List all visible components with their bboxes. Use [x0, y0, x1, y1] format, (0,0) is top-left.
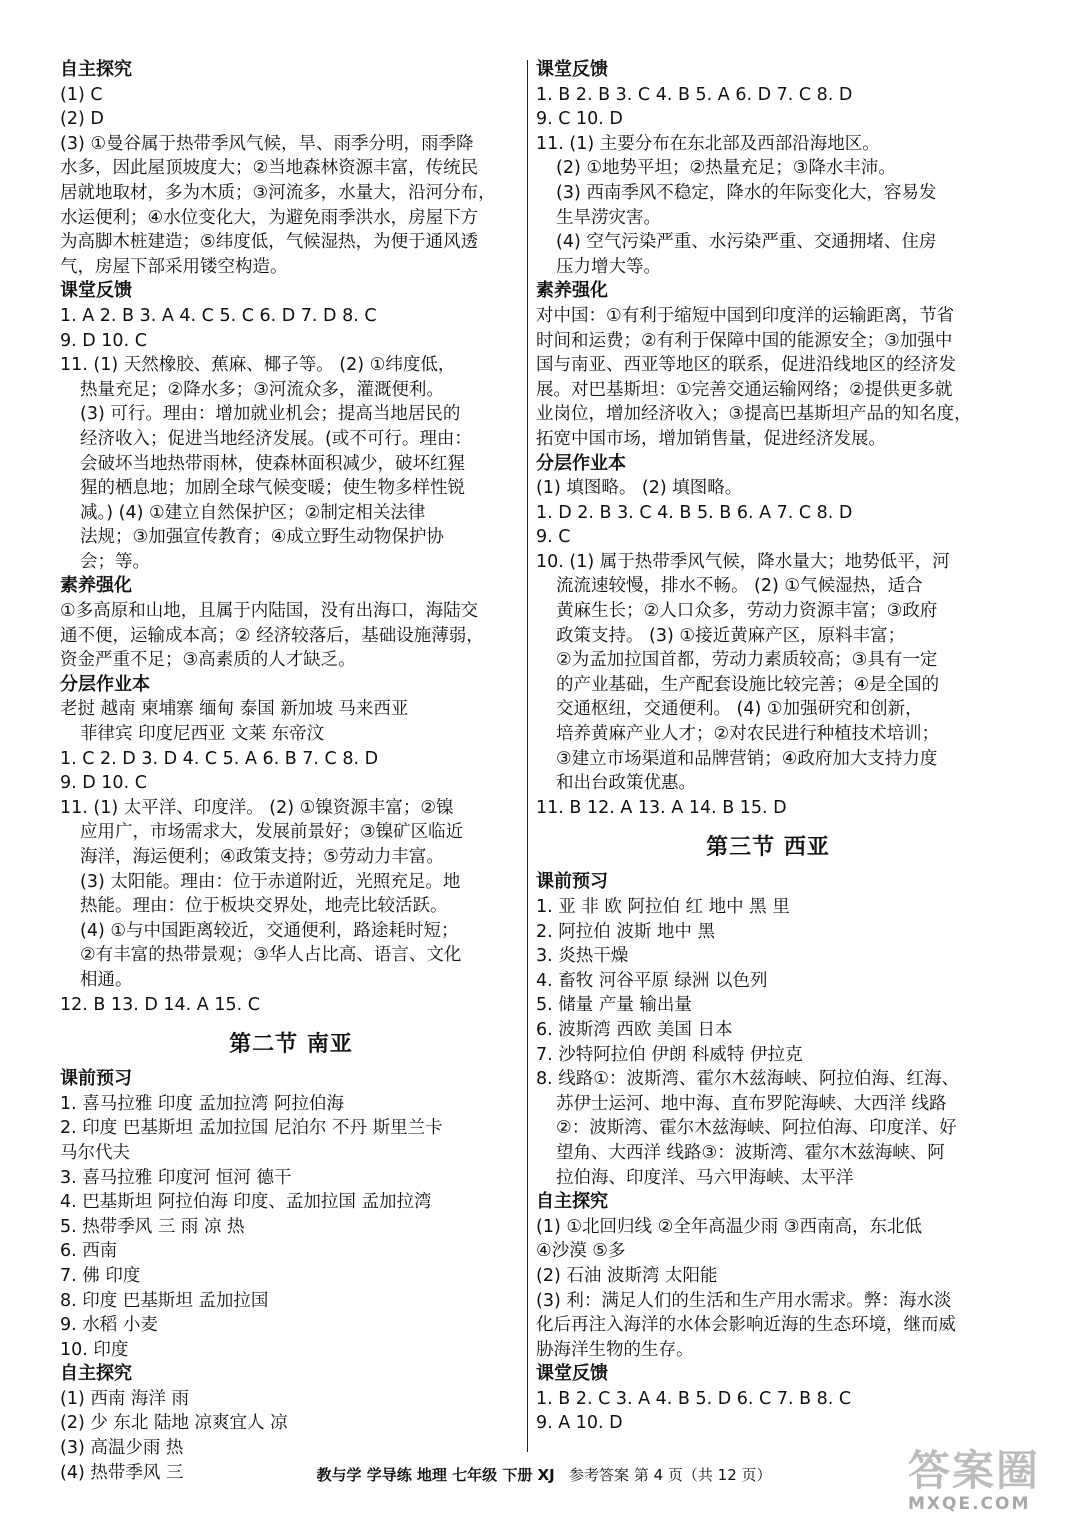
answer-line: 2. 阿拉伯 波斯 地中 黑 — [536, 921, 715, 942]
answer-line: ①多高原和山地，且属于内陆国，没有出海口，海陆交 — [60, 601, 479, 622]
answer-line: 菲律宾 印度尼西亚 文莱 东帝汶 — [80, 724, 325, 745]
answer-line: (2) 少 东北 陆地 凉爽宜人 凉 — [60, 1413, 288, 1434]
answer-line: (2) D — [60, 109, 104, 130]
footer-brand: 教与学 学导练 地理 七年级 下册 XJ — [316, 1466, 555, 1484]
answer-line: 1. 喜马拉雅 印度 孟加拉湾 阿拉伯海 — [60, 1093, 344, 1114]
answer-line: 3. 炎热干燥 — [536, 946, 629, 967]
answer-line: 减。) (4) ①建立自然保护区；②制定相关法律 — [80, 502, 426, 523]
section-heading: 课堂反馈 — [536, 59, 608, 80]
answer-line: 2. 印度 巴基斯坦 孟加拉国 尼泊尔 不丹 斯里兰卡 — [60, 1118, 443, 1139]
answer-line: 政策支持。 (3) ①接近黄麻产区，原料丰富； — [556, 625, 906, 646]
answer-line: 9. C 10. D — [536, 109, 623, 130]
answer-line: 11. (1) 主要分布在东北部及西部沿海地区。 — [536, 133, 880, 154]
answer-line: 4. 巴基斯坦 阿拉伯海 印度、孟加拉国 孟加拉湾 — [60, 1192, 432, 1213]
answer-line: 拓宽中国市场，增加销售量，促进经济发展。 — [536, 428, 886, 449]
answer-line: (3) 可行。理由：增加就业机会；提高当地居民的 — [80, 404, 461, 425]
answer-line: 1. D 2. B 3. C 4. B 5. B 6. A 7. C 8. D — [536, 502, 853, 523]
answer-line: (2) ①地势平坦；②热量充足；③降水丰沛。 — [556, 158, 896, 179]
answer-line: 11. (1) 天然橡胶、蕉麻、椰子等。 (2) ①纬度低， — [60, 355, 456, 376]
answer-line: 应用广，市场需求大，发展前景好；③镍矿区临近 — [80, 822, 464, 843]
answer-line: 培养黄麻产业人才；②对农民进行种植技术培训； — [556, 724, 940, 745]
column-divider — [527, 60, 528, 1452]
answer-line: 1. B 2. B 3. C 4. B 5. A 6. D 7. C 8. D — [536, 84, 853, 105]
answer-line: 为高脚木桩建造；⑤纬度低，气候湿热，为便于通风透 — [60, 232, 479, 253]
right-column — [536, 58, 1000, 1436]
answer-line: 拉伯海、印度洋、马六甲海峡、太平洋 — [556, 1167, 854, 1188]
answer-line: 8. 线路①：波斯湾、霍尔木兹海峡、阿拉伯海、红海、 — [536, 1069, 959, 1090]
answer-line: 时间和运费；②有利于保障中国的能源安全；③加强中 — [536, 330, 953, 351]
section-heading: 分层作业本 — [60, 673, 150, 695]
answer-line: 老挝 越南 柬埔寨 缅甸 泰国 新加坡 马来西亚 — [60, 699, 409, 720]
answer-line: 化后再注入海洋的水体会影响近海的生态环境，继而威 — [536, 1315, 956, 1336]
answer-line: 黄麻生长；②人口众多，劳动力资源丰富；③政府 — [556, 601, 938, 622]
answer-line: (3) ①曼谷属于热带季风气候，旱、雨季分明，雨季降 — [60, 133, 474, 154]
answer-line: (3) 太阳能。理由：位于赤道附近，光照充足。地 — [80, 871, 461, 892]
answer-line: (4) ①与中国距离较近，交通便利，路途耗时短； — [80, 920, 459, 941]
chapter-title: 第三节 西亚 — [706, 835, 830, 861]
footer-page-info: 参考答案 第 4 页（共 12 页） — [569, 1466, 772, 1484]
section-heading: 分层作业本 — [536, 452, 626, 474]
answer-line: 胁海洋生物的生存。 — [536, 1339, 694, 1360]
section-heading: 素养强化 — [60, 575, 132, 597]
answer-line: 苏伊士运河、地中海、直布罗陀海峡、大西洋 线路 — [556, 1093, 947, 1114]
section-heading: 自主探究 — [60, 1363, 132, 1385]
answer-line: 业岗位，增加经济收入；③提高巴基斯坦产品的知名度， — [536, 404, 972, 425]
answer-line: 和出台政策优惠。 — [556, 773, 696, 794]
answer-line: (1) C — [60, 84, 103, 105]
answer-line: 9. D 10. C — [60, 773, 147, 794]
answer-line: 9. D 10. C — [60, 330, 147, 351]
answer-line: ④沙漠 ⑤多 — [536, 1241, 626, 1262]
answer-line: (1) 西南 海洋 雨 — [60, 1388, 189, 1409]
answer-line: 1. 亚 非 欧 阿拉伯 红 地中 黑 里 — [536, 897, 790, 917]
section-heading: 课前预习 — [536, 871, 608, 893]
answer-line: (3) 高温少雨 热 — [60, 1438, 184, 1459]
watermark-text: 答案圈 — [908, 1446, 1041, 1495]
answer-line: 11. B 12. A 13. A 14. B 15. D — [536, 797, 787, 818]
answer-line: 交通枢纽，交通便利。 (4) ①加强研究和创新， — [556, 699, 923, 720]
answer-line: 气，房屋下部采用镂空构造。 — [60, 256, 288, 277]
answer-line: 相通。 — [80, 969, 133, 990]
answer-line: 8. 印度 巴基斯坦 孟加拉国 — [60, 1290, 269, 1311]
answer-line: 热能。理由：位于板块交界处，地壳比较活跃。 — [80, 896, 448, 917]
watermark-logo — [908, 1448, 1058, 1522]
answer-line: 国与南亚、西亚等地区的联系，促进沿线地区的经济发 — [536, 355, 956, 376]
answer-line: 生旱涝灾害。 — [556, 207, 661, 228]
answer-line: 压力增大等。 — [556, 256, 661, 277]
answer-line: 展。对巴基斯坦：①完善交通运输网络；②提供更多就 — [536, 379, 953, 400]
answer-line: 7. 佛 印度 — [60, 1265, 141, 1286]
answer-line: 热量充足；②降水多；③河流众多，灌溉便利。 — [80, 379, 444, 400]
section-heading: 自主探究 — [60, 59, 132, 80]
answer-line: 望角、大西洋 线路③：波斯湾、霍尔木兹海峡、阿 — [556, 1142, 945, 1163]
answer-line: 6. 西南 — [60, 1241, 118, 1262]
answer-line: 5. 热带季风 三 雨 凉 热 — [60, 1216, 245, 1237]
answer-line: ③建立市场渠道和品牌营销；④政府加大支持力度 — [556, 748, 938, 769]
answer-line: 7. 沙特阿拉伯 伊朗 科威特 伊拉克 — [536, 1044, 803, 1065]
answer-line: ②有丰富的热带景观；③华人占比高、语言、文化 — [80, 945, 462, 966]
answer-line: 资金严重不足；③高素质的人才缺乏。 — [60, 650, 356, 671]
answer-line: 1. B 2. C 3. A 4. B 5. D 6. C 7. B 8. C — [536, 1388, 852, 1409]
answer-line: 经济收入；促进当地经济发展。(或不可行。理由： — [80, 428, 472, 449]
left-column — [60, 58, 522, 1485]
answer-line: ②为孟加拉国首都，劳动力素质较高；③具有一定 — [556, 650, 938, 671]
answer-line: 会；等。 — [80, 551, 150, 572]
answer-line: ②：波斯湾、霍尔木兹海峡、阿拉伯海、印度洋、好 — [556, 1118, 957, 1139]
answer-line: 9. C — [536, 527, 571, 548]
answer-line: 11. (1) 太平洋、印度洋。 (2) ①镍资源丰富；②镍 — [60, 797, 454, 818]
answer-line: 10. (1) 属于热带季风气候，降水量大；地势低平，河 — [536, 551, 950, 572]
watermark-url: MXQE.COM — [908, 1494, 1031, 1514]
answer-line: 法规；③加强宣传教育；④成立野生动物保护协 — [80, 527, 444, 548]
answer-line: 会破坏当地热带雨林，使森林面积减少，破坏红猩 — [80, 453, 465, 474]
answer-line: 水运便利；④水位变化大，为避免雨季洪水，房屋下方 — [60, 207, 479, 228]
answer-line: 流流速较慢，排水不畅。 (2) ①气候湿热，适合 — [556, 576, 923, 597]
answer-line: (3) 利：满足人们的生活和生产用水需求。弊：海水淡 — [536, 1290, 952, 1311]
answer-line: 4. 畜牧 河谷平原 绿洲 以色列 — [536, 970, 768, 991]
section-heading: 素养强化 — [536, 280, 608, 302]
answer-line: 9. 水稻 小麦 — [60, 1315, 158, 1336]
answer-line: 居就地取材，多为木质；③河流多，水量大，沿河分布， — [60, 182, 496, 203]
section-heading: 课前预习 — [60, 1068, 132, 1090]
answer-line: 海洋，海运便利；④政策支持；⑤劳动力丰富。 — [80, 847, 444, 867]
answer-line: 10. 印度 — [60, 1339, 129, 1360]
answer-line: 水多，因此屋顶坡度大；②当地森林资源丰富，传统民 — [60, 158, 479, 179]
answer-line: 1. A 2. B 3. A 4. C 5. C 6. D 7. D 8. C — [60, 305, 377, 326]
answer-line: 6. 波斯湾 西欧 美国 日本 — [536, 1019, 733, 1040]
answer-line: 通不便，运输成本高；② 经济较落后，基础设施薄弱， — [60, 625, 484, 646]
answer-line: (3) 西南季风不稳定，降水的年际变化大，容易发 — [556, 182, 937, 203]
answer-line: (1) 填图略。 (2) 填图略。 — [536, 478, 743, 499]
chapter-title: 第二节 南亚 — [229, 1032, 353, 1058]
answer-line: 1. C 2. D 3. D 4. C 5. A 6. B 7. C 8. D — [60, 748, 379, 769]
section-heading: 课堂反馈 — [60, 280, 132, 302]
answer-line: 9. A 10. D — [536, 1413, 623, 1434]
section-heading: 课堂反馈 — [536, 1363, 608, 1385]
answer-line: 猩的栖息地；加剧全球气候变暖；使生物多样性锐 — [80, 478, 465, 499]
answer-line: 12. B 13. D 14. A 15. C — [60, 994, 260, 1015]
section-heading: 自主探究 — [536, 1191, 608, 1213]
answer-line: (4) 热带季风 三 — [60, 1462, 184, 1483]
answer-line: 马尔代夫 — [60, 1142, 130, 1163]
answer-line: (2) 石油 波斯湾 太阳能 — [536, 1265, 718, 1286]
answer-line: 的产业基础，生产配套设施比较完善；④是全国的 — [556, 674, 940, 695]
answer-line: 5. 储量 产量 输出量 — [536, 995, 692, 1016]
answer-line: (1) ①北回归线 ②全年高温少雨 ③西南高，东北低 — [536, 1216, 923, 1237]
answer-line: 3. 喜马拉雅 印度河 恒河 德干 — [60, 1167, 292, 1188]
answer-line: (4) 空气污染严重、水污染严重、交通拥堵、住房 — [556, 232, 937, 253]
answer-line: 对中国：①有利于缩短中国到印度洋的运输距离，节省 — [536, 305, 955, 326]
